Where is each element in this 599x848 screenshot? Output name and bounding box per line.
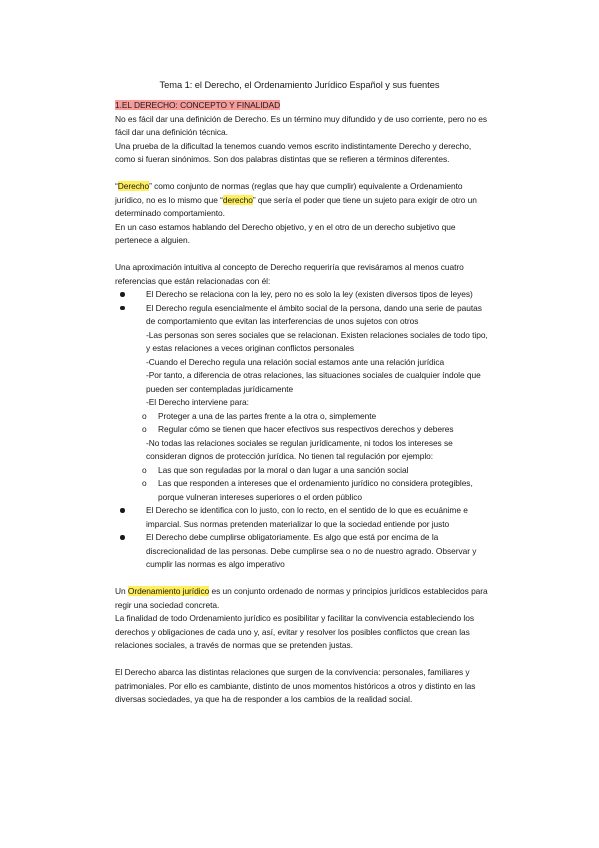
list-item-line: -El Derecho interviene para: bbox=[146, 397, 249, 407]
list-item-text: El Derecho regula esencialmente el ámbito social de la persona, dando una serie de pautas de comportamiento que evitan las interferencias de unos sujetos con otros bbox=[146, 302, 482, 326]
list-item-text: El Derecho debe cumplirse obligatoriamente. Es algo que está por encima de la discrecionalidad de las personas. Debe cumplirse sea o no de nuestro agrado. Observar y cumplir las normas es algo imperativo bbox=[146, 532, 477, 569]
list-item-line: -Por tanto, a diferencia de otras relaciones, las situaciones sociales de cualquier índole que pueden ser contempladas jurídicamente bbox=[146, 370, 481, 394]
document-title: Tema 1: el Derecho, el Ordenamiento Jurídico Español y sus fuentes bbox=[159, 80, 440, 90]
list-item bbox=[115, 288, 490, 302]
list-item-line: -Cuando el Derecho regula una relación social estamos ante una relación jurídica bbox=[146, 356, 445, 367]
list-item bbox=[115, 504, 490, 531]
ordenamiento-post: es un conjunto ordenado de normas y principios jurídicos establecidos para regir una sociedad concreta. bbox=[115, 586, 488, 610]
list-item-text: El Derecho se identifica con lo justo, con lo recto, en el sentido de lo que es ecuánime e imparcial. Sus normas pretenden materializar lo que la sociedad entiende por justo bbox=[146, 505, 468, 529]
paragraph-intro-1: No es fácil dar una definición de Derecho. Es un término muy difundido y de uso corriente, pero no es fácil dar una definición técnica. bbox=[115, 113, 488, 137]
section-heading-text: 1.EL DERECHO: CONCEPTO Y FINALIDAD bbox=[115, 100, 281, 110]
sublist-item bbox=[115, 464, 490, 478]
highlight-derecho-lower: derecho bbox=[222, 194, 253, 205]
paragraph-objetivo: En un caso estamos hablando del Derecho objetivo, y en el otro de un derecho subjetivo que pertenece a alguien. bbox=[115, 221, 456, 245]
paragraph-finalidad: La finalidad de todo Ordenamiento jurídico es posibilitar y facilitar la convivencia estableciendo los derechos y obligaciones de cada uno y, así, evitar y resolver los posibles conflictos que crean las relaciones sociales, a través de normas que se pretenden justas. bbox=[115, 613, 474, 650]
highlight-derecho-upper: Derecho bbox=[117, 181, 150, 191]
list-item-line: -No todas las relaciones sociales se regulan jurídicamente, ni todos los intereses se consideran dignos de protección jurídica. No tienen tal regulación por ejemplo: bbox=[146, 437, 453, 461]
bullet-icon bbox=[120, 292, 125, 297]
sublist bbox=[115, 464, 490, 505]
paragraph-derecho bbox=[115, 180, 490, 221]
sublist-item bbox=[115, 477, 490, 504]
circle-bullet-icon: o bbox=[142, 478, 147, 488]
ordenamiento-pre: Un bbox=[115, 586, 128, 596]
sublist-item-text: Las que son reguladas por la moral o dan lugar a una sanción social bbox=[158, 464, 409, 475]
bullet-icon bbox=[120, 508, 125, 513]
bullet-icon bbox=[120, 535, 125, 540]
references-list bbox=[115, 288, 490, 572]
list-item-line: -Las personas son seres sociales que se relacionan. Existen relaciones sociales de todo tipo, y estas relaciones a veces originan conflictos personales bbox=[146, 329, 488, 353]
circle-bullet-icon: o bbox=[142, 424, 147, 434]
sublist-item-text: Proteger a una de las partes frente a la otra o, simplemente bbox=[158, 410, 377, 421]
paragraph-abarca: El Derecho abarca las distintas relaciones que surgen de la convivencia: personales, familiares y patrimoniales. Por ello es cambiante, distinto de unos momentos históricos a otros y distinto en las diversas sociedades, ya que ha de responder a los cambios de la realidad social. bbox=[115, 667, 476, 704]
circle-bullet-icon: o bbox=[142, 464, 147, 475]
paragraph-ordenamiento bbox=[115, 585, 490, 612]
derecho-end-text: ” que sería el poder que tiene un sujeto para exigir de otro un determinado comportamiento. bbox=[115, 194, 477, 218]
section-heading bbox=[115, 99, 490, 113]
document-body bbox=[115, 99, 490, 707]
sublist-item bbox=[115, 423, 490, 437]
sublist-item-text: Regular cómo se tienen que hacer efectivos sus respectivos derechos y deberes bbox=[158, 424, 454, 434]
paragraph-aproximacion: Una aproximación intuitiva al concepto de Derecho requeriría que revisáramos al menos cuatro referencias que están relacionadas con él: bbox=[115, 262, 464, 286]
circle-bullet-icon: o bbox=[142, 410, 147, 421]
list-item-text: El Derecho se relaciona con la ley, pero no es solo la ley (existen diversos tipos de leyes) bbox=[146, 289, 473, 299]
highlight-ordenamiento: Ordenamiento jurídico bbox=[127, 586, 210, 596]
bullet-icon bbox=[120, 306, 125, 311]
sublist-item-text: Las que responden a intereses que el ordenamiento jurídico no considera protegibles, porque vulneran intereses superiores o el orden público bbox=[158, 478, 473, 502]
derecho-mid-text: ” como conjunto de normas (reglas que hay que cumplir) equivalente a Ordenamiento jurídico, no es lo mismo que “ bbox=[115, 181, 463, 205]
paragraph-intro-2: Una prueba de la dificultad la tenemos cuando vemos escrito indistintamente Derecho y derecho, como si fueran sinónimos. Son dos palabras distintas que se refieren a términos diferentes. bbox=[115, 140, 472, 164]
quote-open: “ bbox=[115, 181, 118, 191]
list-item bbox=[115, 531, 490, 572]
sublist bbox=[115, 410, 490, 437]
list-item bbox=[115, 302, 490, 505]
sublist-item bbox=[115, 410, 490, 424]
